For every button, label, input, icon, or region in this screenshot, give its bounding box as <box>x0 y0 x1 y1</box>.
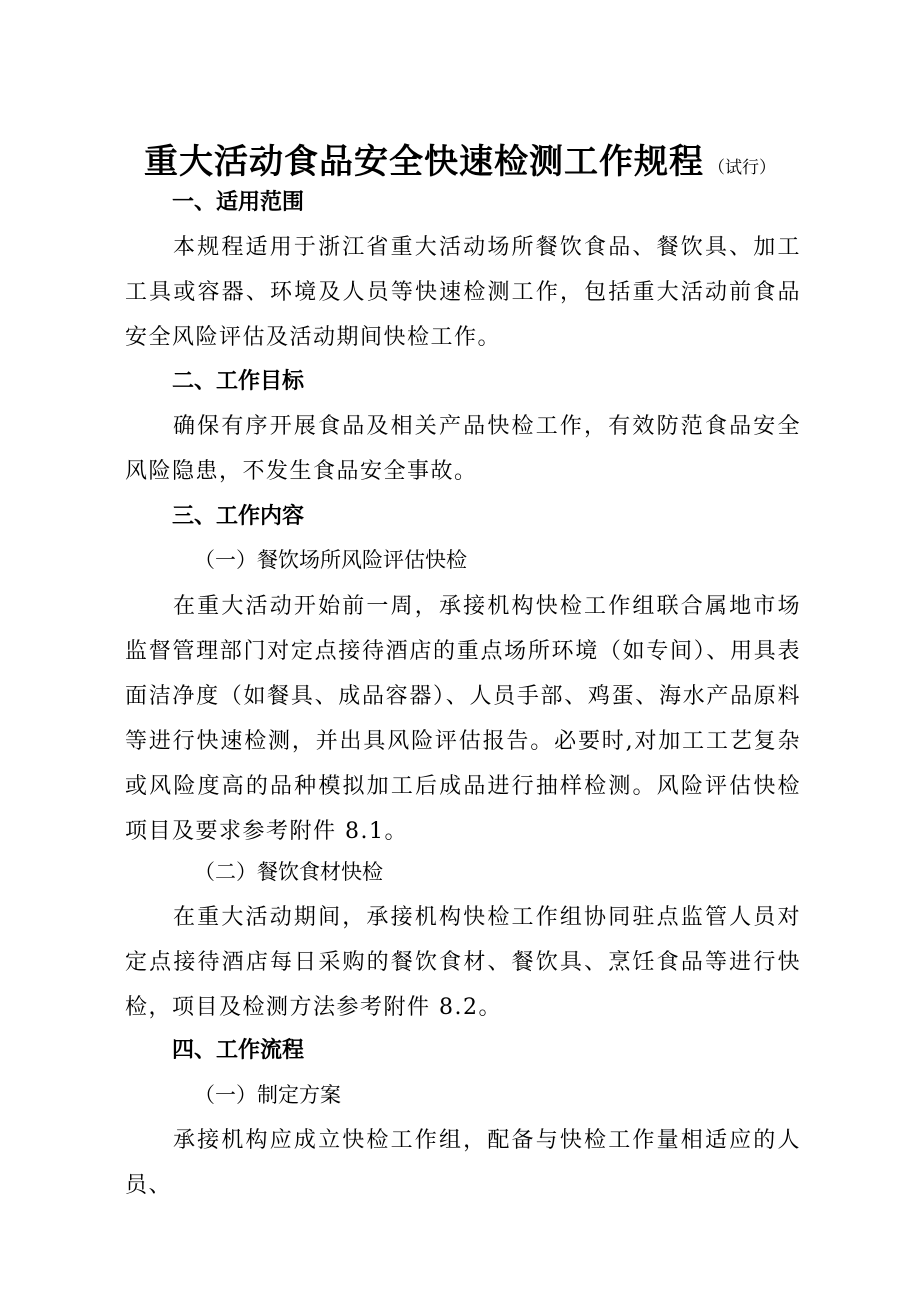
paragraph-risk-assessment: 在重大活动开始前一周，承接机构快检工作组联合属地市场监督管理部门对定点接待酒店的重点场所环境（如专间）、用具表面洁净度（如餐具、成品容器）、人员手部、鸡蛋、海水产品原料等进行快速检测，并出具风险评估报告。必要时,对加工工艺复杂或风险度高的品种模拟加工后成品进行抽样检测。风险评估快检项目及要求参考附件 8.1。 <box>125 594 801 844</box>
section-heading-goals: 二、工作目标 <box>172 369 305 394</box>
paragraph-scope: 本规程适用于浙江省重大活动场所餐饮食品、餐饮具、加工工具或容器、环境及人员等快速检测工作，包括重大活动前食品安全风险评估及活动期间快检工作。 <box>125 235 801 350</box>
document-title <box>0 134 920 183</box>
paragraph-goals: 确保有序开展食品及相关产品快检工作，有效防范食品安全风险隐患，不发生食品安全事故。 <box>125 414 801 484</box>
section-heading-content: 三、工作内容 <box>172 504 305 529</box>
section-heading-workflow: 四、工作流程 <box>172 1038 305 1063</box>
subsection-heading-plan: （一）制定方案 <box>194 1083 341 1107</box>
section-heading-scope: 一、适用范围 <box>172 190 305 215</box>
title-text: 重大活动食品安全快速检测工作规程 <box>144 142 704 182</box>
subsection-heading-risk-assessment: （一）餐饮场所风险评估快检 <box>194 548 467 572</box>
subsection-heading-ingredients: （二）餐饮食材快检 <box>194 860 383 884</box>
paragraph-ingredients: 在重大活动期间，承接机构快检工作组协同驻点监管人员对定点接待酒店每日采购的餐饮食材、餐饮具、烹饪食品等进行快检，项目及检测方法参考附件 8.2。 <box>125 905 801 1020</box>
title-note: （试行） <box>708 158 776 178</box>
paragraph-plan: 承接机构应成立快检工作组，配备与快检工作量相适应的人员、 <box>125 1128 801 1198</box>
